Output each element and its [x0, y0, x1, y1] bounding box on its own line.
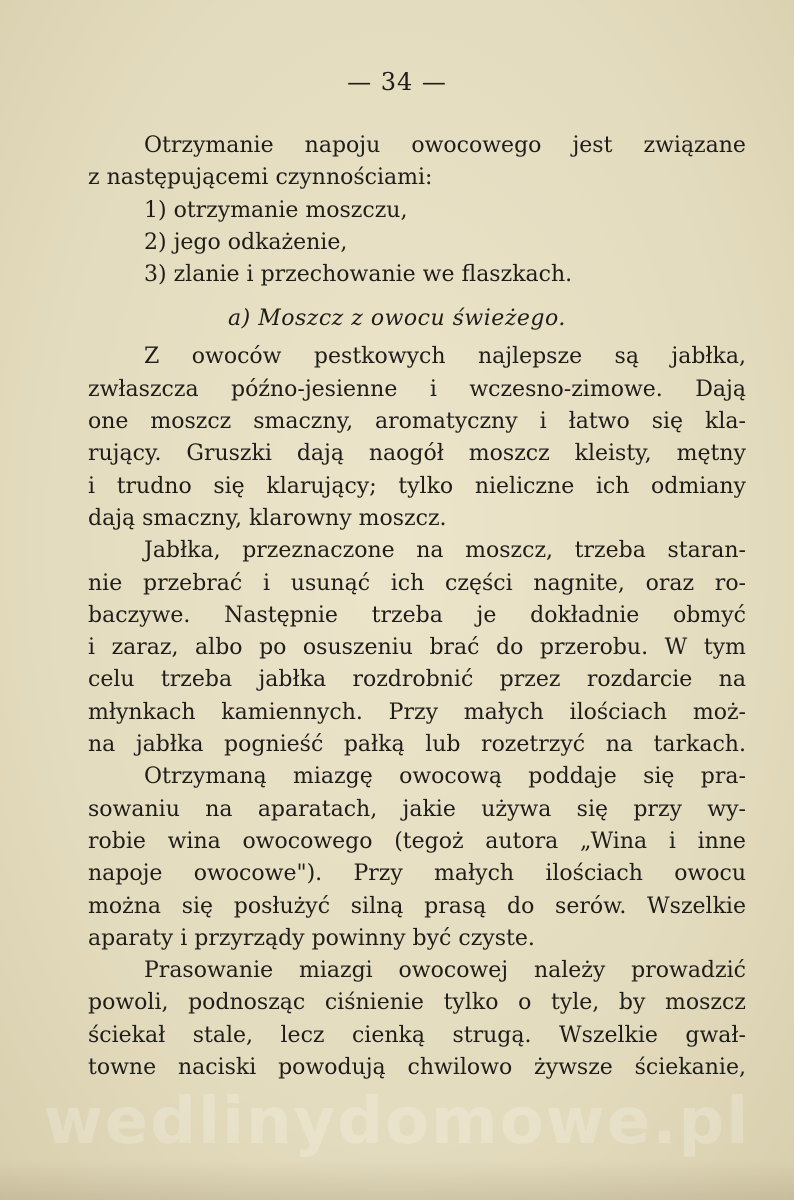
text-line: ściekał stale, lecz cienką strugą. Wszelkie gwał-	[88, 1022, 746, 1048]
text-line: celu trzeba jabłka rozdrobnić przez rozdarcie na	[88, 667, 746, 693]
text-line: młynkach kamiennych. Przy małych ilościach moż-	[88, 699, 746, 725]
text-line: z następującemi czynnościami:	[88, 165, 433, 191]
paragraph-1	[88, 341, 746, 535]
watermark: wedlinydomowe.pl	[43, 1085, 751, 1159]
text-line: Z owoców pestkowych najlepsze są jabłka,	[144, 344, 746, 370]
page-text	[88, 130, 746, 1084]
paragraph-4	[88, 955, 746, 1084]
text-line: Otrzymaną miazgę owocową poddaje się pra-	[144, 764, 746, 790]
text-line: i trudno się klarujący; tylko nieliczne ich odmiany	[88, 473, 746, 499]
text-line: powoli, podnosząc ciśnienie tylko o tyle, by moszcz	[88, 990, 746, 1016]
paragraph-3	[88, 761, 746, 955]
text-line: Prasowanie miazgi owocowej należy prowadzić	[144, 958, 746, 984]
text-line: Jabłka, przeznaczone na moszcz, trzeba staran-	[144, 538, 746, 564]
page-number: — 34 —	[347, 68, 447, 96]
list-item: 1) otrzymanie moszczu,	[144, 197, 408, 223]
text-line: rujący. Gruszki dają naogół moszcz kleisty, mętny	[88, 441, 746, 467]
text-line: napoje owocowe"). Przy małych ilościach owocu	[88, 861, 746, 887]
text-line: zwłaszcza późno-jesienne i wczesno-zimowe. Dają	[88, 376, 746, 402]
page-edge-shadow	[0, 1160, 794, 1200]
text-line: baczywe. Następnie trzeba je dokładnie obmyć	[88, 602, 746, 628]
text-line: Otrzymanie napoju owocowego jest związane	[144, 133, 746, 158]
intro-paragraph	[88, 130, 746, 195]
list-item: 3) zlanie i przechowanie we flaszkach.	[144, 262, 573, 288]
text-line: aparaty i przyrządy powinny być czyste.	[88, 925, 535, 951]
text-line: na jabłka pognieść pałką lub rozetrzyć na tarkach.	[88, 732, 746, 758]
text-line: robie wina owocowego (tegoż autora „Wina i inne	[88, 828, 746, 854]
text-line: można się posłużyć silną prasą do serów. Wszelkie	[88, 893, 746, 919]
text-line: towne naciski powodują chwilowo żywsze ściekanie,	[88, 1055, 746, 1081]
text-line: nie przebrać i usunąć ich części nagnite, oraz ro-	[88, 570, 746, 596]
paragraph-2	[88, 535, 746, 761]
steps-list	[88, 195, 746, 292]
text-line: i zaraz, albo po osuszeniu brać do przerobu. W tym	[88, 635, 746, 661]
list-item: 2) jego odkażenie,	[144, 229, 348, 255]
text-line: sowaniu na aparatach, jakie używa się przy wy-	[88, 796, 746, 822]
text-line: one moszcz smaczny, aromatyczny i łatwo się kla-	[88, 409, 746, 435]
text-line: dają smaczny, klarowny moszcz.	[88, 505, 447, 531]
section-heading: a) Moszcz z owocu świeżego.	[228, 306, 566, 332]
